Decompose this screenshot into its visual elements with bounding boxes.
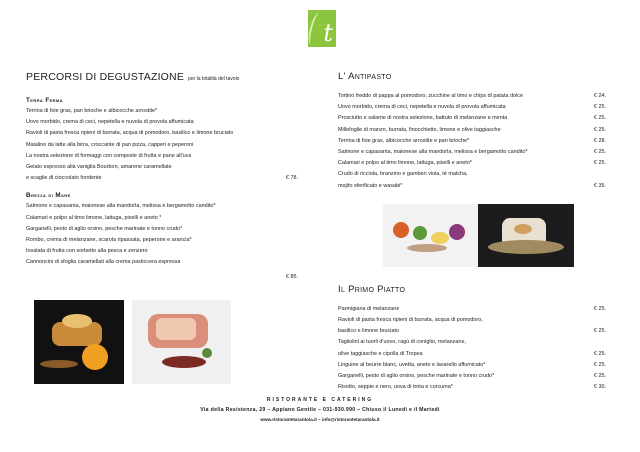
menu-item: Tortino freddo di pappa al pomodoro, zucchine al timo e chips di patata dolce € 24. [338, 93, 606, 99]
menu-item: Parmigiana di melanzane € 25. [338, 305, 606, 312]
menu-item: Uovo morbido, crema di ceci, nepetella e nuvola di provola affumicata [26, 119, 194, 126]
menu-item: Uovo morbido, crema di ceci, nepetella e nuvola di provola affumicata € 25. [338, 104, 606, 111]
menu-item: Garganelli, pesto di aglio orsino, pesche marinate e tonno crudo* € 25. [338, 373, 606, 380]
footer-separator: – [318, 417, 321, 422]
section-title-brezza-di-mare: Brezza di Mare [26, 192, 71, 200]
menu-section-primo-piatto [338, 304, 606, 394]
food-photo-foie-gras [34, 300, 124, 384]
menu-item: Maialino da latte alla birra, croccante di pan pizza, capperi e peperoni [26, 141, 194, 148]
menu-item: Salmone e capasanta, maionese alla mandorla, melissa e bergamotto candito* [26, 203, 216, 210]
footer-email-link[interactable]: info@ristorantetarantola.it [322, 417, 380, 422]
section-title-primo-piatto: Il Primo Piatto [338, 283, 406, 295]
footer [0, 397, 640, 422]
footer-contacts [0, 417, 640, 422]
menu-item: La nostra selezione di formaggi con composte di frutta e pane all'uva [26, 152, 192, 159]
logo-leaf-icon [308, 12, 324, 45]
menu-item: Calamari e polpo al timo limone, lattuga, piselli e aneto * [26, 214, 162, 221]
menu-item: Ravioli di pasta fresca ripieni di burrata, acqua di pomodoro, basilico e limone bruciato [26, 130, 234, 137]
menu-item: basilico e limone bruciato € 25. [338, 328, 606, 335]
menu-item: Millefoglie di manzo, burrata, finocchietto, limone e olive taggiasche € 25. [338, 126, 606, 133]
menu-item: Prosciutto e salame di nostra selezione, battuto di melanzane e menta € 25. [338, 115, 606, 122]
menu-item: Linguine al beurre blanc, uvetta, aneto e lavarello affumicato* € 25. [338, 361, 606, 368]
section-title-terra-ferma: Terra Ferma [26, 97, 63, 104]
menu-item: Insalata di frutta con sorbetto alla pesca e zenzero [26, 248, 148, 255]
footer-website-link[interactable]: www.ristorantetarantola.it [260, 417, 317, 422]
menu-item: mojito sferificato e wasabi* € 35. [338, 182, 606, 189]
menu-item: olive taggiasche e cipolla di Tropea € 25. [338, 350, 606, 357]
menu-item: Cannoncini di sfoglia caramellati alla crema pasticcera espressa [26, 259, 181, 266]
section-title-antipasto: L' Antipasto [338, 71, 392, 82]
tasting-menu-column [26, 71, 298, 283]
menu-item: Salmone e capasanta, maionese alla mandorla, melissa e bergamotto candito* € 25. [338, 149, 606, 156]
tasting-menu-title: PERCORSI DI DEGUSTAZIONE [26, 71, 185, 83]
menu-item: Ravioli di pasta fresca ripieni di burrata, acqua di pomodoro, [338, 317, 483, 324]
menu-item: Terrina di foie gras, albicocche arrostite e pan brioche* € 28. [338, 137, 606, 144]
menu-item-with-price: e scaglie di cioccolato fondente € 78. [26, 175, 298, 182]
tasting-menu-header [26, 71, 298, 83]
menu-item: Calamari e polpo al timo limone, lattuga, piselli e aneto* € 25. [338, 160, 606, 167]
menu-section-antipasto [338, 91, 606, 192]
logo-letter: t [323, 19, 333, 47]
food-photo-crudo [383, 204, 478, 267]
menu-section-terra-ferma [26, 97, 298, 184]
menu-item: Gelato espresso alla vaniglia Bourbon, amarene caramellate [26, 164, 172, 171]
menu-section-brezza-di-mare [26, 192, 298, 282]
footer-title: RISTORANTE E CATERING [266, 397, 374, 403]
footer-address: Via della Resistenza, 29 – Appiano Gentile – 031-930.990 – Chiuso il Lunedì e il Martedì [200, 407, 440, 413]
menu-item: Rombo, crema di melanzane, scarola ripassata, peperone e arancia* [26, 237, 192, 244]
menu-item: Tagliolini ai tuorli d'uovo, ragù di coniglio, melanzane, [338, 339, 466, 346]
food-photo-risotto [478, 204, 574, 267]
menu-item-with-price: € 85. [285, 273, 298, 280]
menu-item: Terrina di foie gras, pan brioche e albicocche arrostite* [26, 108, 158, 114]
tasting-menu-note: per la totalità del tavolo [188, 76, 240, 82]
menu-item: Crudo di ricciola, branzino e gamberi viola, té matcha, [338, 171, 468, 178]
menu-item: Risotto, seppie e nero, uova di trota e curcuma* € 30. [338, 384, 606, 391]
menu-item: Garganelli, pesto di aglio orsino, pesche marinate e tonno crudo* [26, 225, 183, 232]
food-photo-pork [132, 300, 231, 384]
restaurant-logo [308, 10, 336, 47]
